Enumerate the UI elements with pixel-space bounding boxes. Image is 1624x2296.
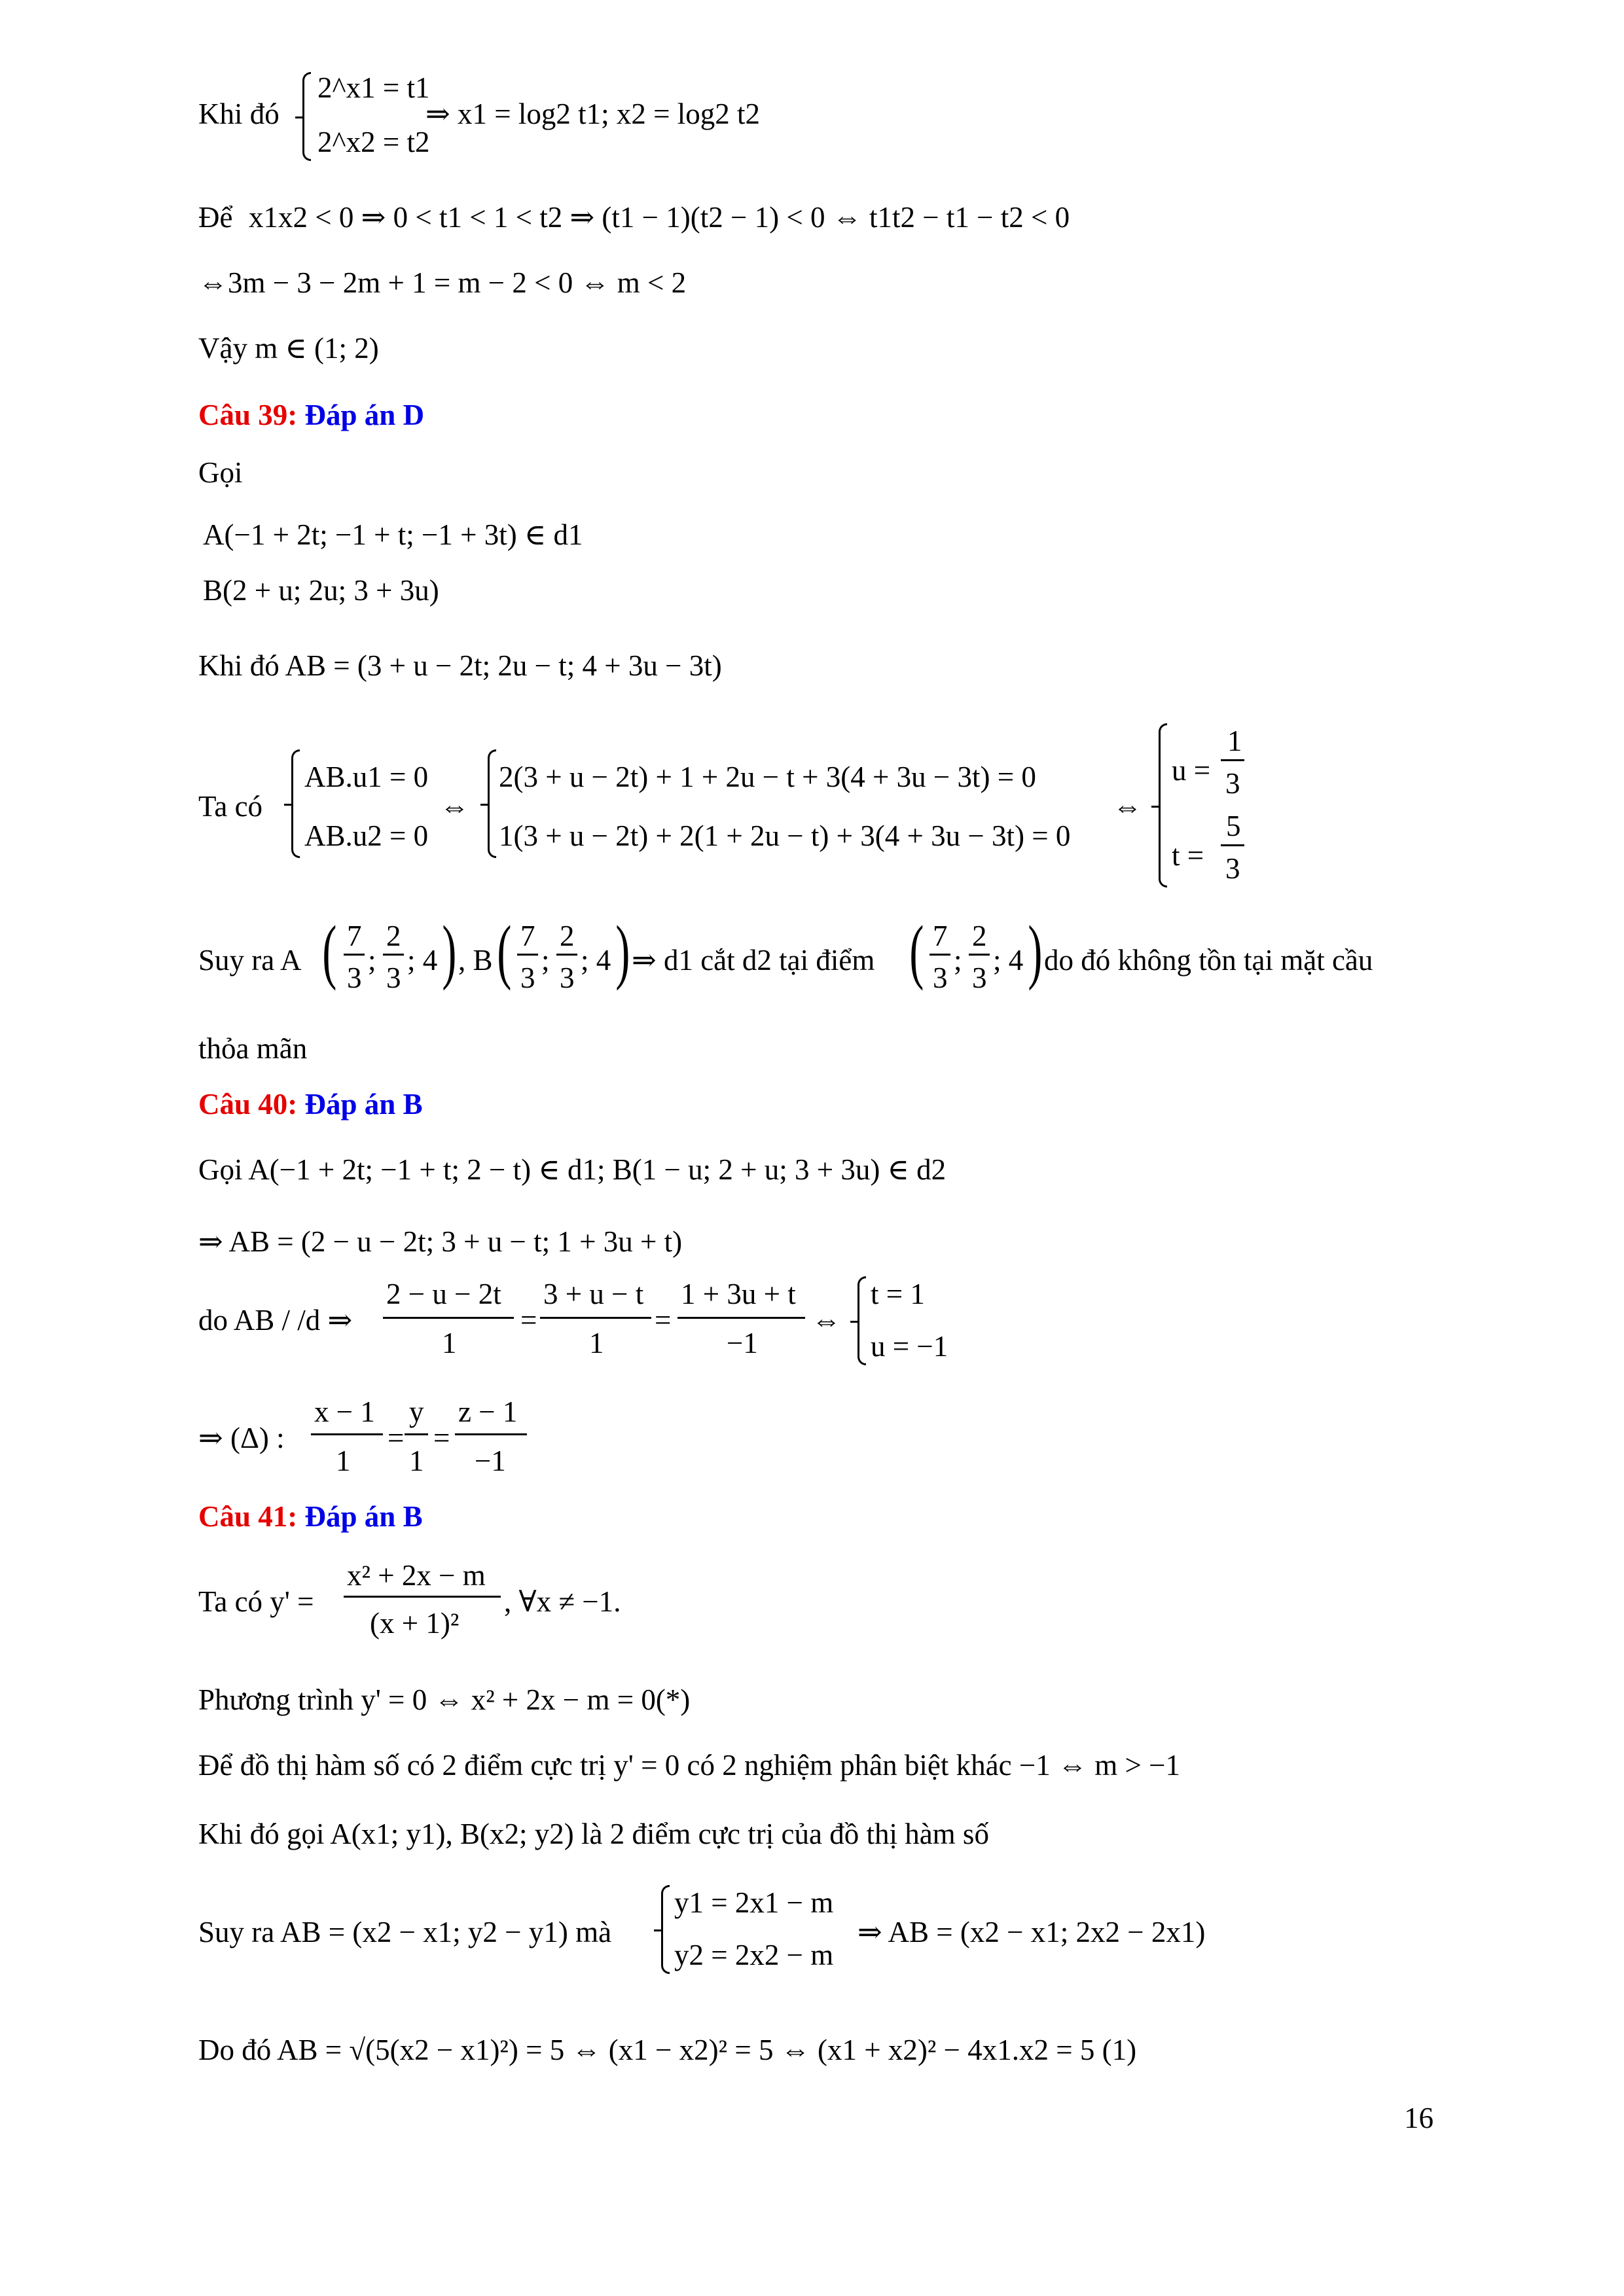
a-frac-den-2: 3 bbox=[386, 961, 401, 994]
q40-equiv: ⇔ bbox=[812, 1304, 841, 1336]
q40-goi-line: Gọi A(−1 + 2t; −1 + t; 2 − t) ∈ d1; B(1 − u; 2 + u; 3 + 3u) ∈ d2 bbox=[198, 1153, 947, 1186]
solution-u-den: 3 bbox=[1225, 767, 1240, 800]
delta-f2-bar bbox=[405, 1433, 428, 1435]
a-frac-num-2: 2 bbox=[386, 920, 401, 952]
q41-system-2: y2 = 2x2 − m bbox=[674, 1939, 834, 1971]
q41-taco: Ta có y' = bbox=[198, 1585, 314, 1618]
point-b: B(2 + u; 2u; 3 + 3u) bbox=[203, 574, 439, 607]
solution-t-num: 5 bbox=[1226, 810, 1241, 842]
conclusion-line: Vậy m ∈ (1; 2) bbox=[198, 332, 379, 365]
delta-f1-bar bbox=[311, 1433, 383, 1435]
delta-f3-den: −1 bbox=[475, 1444, 506, 1477]
paren-open-b: ( bbox=[497, 911, 512, 991]
de-label: Để bbox=[198, 201, 233, 234]
ratio-1-den: 1 bbox=[442, 1327, 457, 1359]
equiv-symbol-2: ⇔ bbox=[1113, 790, 1142, 823]
page-number: 16 bbox=[1404, 2102, 1434, 2134]
delta-f2-den: 1 bbox=[409, 1444, 424, 1477]
equiv-symbol-1: ⇔ bbox=[440, 790, 469, 823]
paren-close-p: ) bbox=[1028, 911, 1043, 991]
do-ab-label: do AB / /d ⇒ bbox=[198, 1304, 353, 1336]
de-expression: x1x2 < 0 ⇒ 0 < t1 < 1 < t2 ⇒ (t1 − 1)(t2 − 1) < 0 ⇔ t1t2 − t1 − t2 < 0 bbox=[249, 201, 1070, 234]
ratio-2-bar bbox=[540, 1317, 651, 1319]
paren-close-b: ) bbox=[615, 911, 630, 991]
equivalence-line: ⇔3m − 3 − 2m + 1 = m − 2 < 0 ⇔ m < 2 bbox=[198, 266, 687, 299]
conclusion-tail: do đó không tồn tại mặt cầu bbox=[1044, 944, 1373, 977]
equation-1: 2(3 + u − 2t) + 1 + 2u − t + 3(4 + 3u − 3t) = 0 bbox=[499, 761, 1036, 793]
q39-title bbox=[198, 401, 424, 430]
ratio-2-den: 1 bbox=[589, 1327, 604, 1359]
b-semi-1: ; bbox=[541, 944, 550, 977]
p-frac-bar-2 bbox=[969, 954, 990, 956]
ab-vector-line: Khi đó AB = (3 + u − 2t; 2u − t; 4 + 3u − 3t) bbox=[198, 649, 722, 682]
condition-line: Để đồ thị hàm số có 2 điểm cực trị y' = 0 có 2 nghiệm phân biệt khác −1 ⇔ m > −1 bbox=[198, 1749, 1180, 1782]
p-semi-1: ; bbox=[954, 944, 962, 977]
q41-number: Câu 41: bbox=[198, 1500, 298, 1533]
solution-t-lhs: t = bbox=[1172, 839, 1204, 872]
left-system-brace bbox=[291, 749, 300, 858]
solution-brace bbox=[1159, 723, 1167, 888]
solution-u-lhs: u = bbox=[1172, 754, 1211, 787]
suy-ra-label: Suy ra A bbox=[198, 944, 302, 977]
delta-f1-den: 1 bbox=[336, 1444, 351, 1477]
q41-system-brace bbox=[661, 1885, 670, 1974]
paren-close-a: ) bbox=[442, 911, 457, 991]
b-frac-num-2: 2 bbox=[560, 920, 575, 952]
a-semi-1: ; bbox=[368, 944, 376, 977]
solution-u-bar bbox=[1221, 759, 1244, 761]
a-frac-num-1: 7 bbox=[347, 920, 362, 952]
ab-result: ⇒ AB = (x2 − x1; 2x2 − 2x1) bbox=[857, 1916, 1206, 1948]
final-line: Do đó AB = √(5(x2 − x1)²) = 5 ⇔ (x1 − x2)² = 5 ⇔ (x1 + x2)² − 4x1.x2 = 5 (1) bbox=[198, 2034, 1137, 2066]
derivative-bar bbox=[344, 1596, 501, 1598]
ratio-2-num: 3 + u − t bbox=[543, 1278, 644, 1310]
eq-2: = bbox=[655, 1304, 672, 1336]
derivative-cond: , ∀x ≠ −1. bbox=[504, 1585, 621, 1618]
point-a: A(−1 + 2t; −1 + t; −1 + 3t) ∈ d1 bbox=[203, 518, 583, 551]
ratio-1-bar bbox=[383, 1317, 514, 1319]
a-frac-den-1: 3 bbox=[347, 961, 362, 994]
ratio-1-num: 2 − u − 2t bbox=[386, 1278, 501, 1310]
q40-solution-u: u = −1 bbox=[871, 1330, 948, 1363]
delta-f2-num: y bbox=[409, 1395, 424, 1428]
suy-ra-ab: Suy ra AB = (x2 − x1; y2 − y1) mà bbox=[198, 1916, 612, 1948]
b-frac-den-2: 3 bbox=[560, 961, 575, 994]
ratio-3-bar bbox=[677, 1317, 805, 1319]
q39-number: Câu 39: bbox=[198, 399, 298, 431]
dot-product-2: AB.u2 = 0 bbox=[304, 819, 429, 852]
ratio-3-den: −1 bbox=[727, 1327, 758, 1359]
q39-answer: Đáp án D bbox=[304, 399, 425, 431]
khi-do-label: Khi đó bbox=[198, 98, 280, 130]
thoa-man: thỏa mãn bbox=[198, 1032, 308, 1065]
q40-answer: Đáp án B bbox=[304, 1088, 423, 1121]
system-row-1: 2^x1 = t1 bbox=[317, 71, 430, 104]
b-frac-bar-2 bbox=[556, 954, 577, 956]
equation-line: Phương trình y' = 0 ⇔ x² + 2x − m = 0(*) bbox=[198, 1683, 691, 1716]
ratio-3-num: 1 + 3u + t bbox=[681, 1278, 796, 1310]
solution-t-den: 3 bbox=[1225, 852, 1240, 885]
eq-1: = bbox=[520, 1304, 537, 1336]
equation-2: 1(3 + u − 2t) + 2(1 + 2u − t) + 3(4 + 3u − 3t) = 0 bbox=[499, 819, 1071, 852]
q41-title bbox=[198, 1502, 423, 1532]
q40-ab-line: ⇒ AB = (2 − u − 2t; 3 + u − t; 1 + 3u + t) bbox=[198, 1225, 683, 1258]
p-four: ; 4 bbox=[993, 944, 1024, 977]
q40-solution-t: t = 1 bbox=[871, 1278, 925, 1310]
delta-f1-num: x − 1 bbox=[314, 1395, 375, 1428]
p-frac-num-1: 7 bbox=[933, 920, 948, 952]
goi-label: Gọi bbox=[198, 456, 243, 489]
solution-u-num: 1 bbox=[1227, 725, 1242, 757]
delta-eq-2: = bbox=[433, 1422, 450, 1454]
system-brace bbox=[302, 72, 311, 161]
delta-f3-num: z − 1 bbox=[458, 1395, 518, 1428]
paren-open-a: ( bbox=[322, 911, 337, 991]
b-four: ; 4 bbox=[581, 944, 611, 977]
p-frac-den-1: 3 bbox=[933, 961, 948, 994]
p-frac-den-2: 3 bbox=[972, 961, 987, 994]
comma-b: , B bbox=[458, 944, 493, 977]
delta-f3-bar bbox=[455, 1433, 527, 1435]
derivative-num: x² + 2x − m bbox=[347, 1559, 486, 1592]
q40-title bbox=[198, 1090, 423, 1119]
p-frac-num-2: 2 bbox=[972, 920, 987, 952]
b-frac-bar-1 bbox=[517, 954, 538, 956]
delta-eq-1: = bbox=[388, 1422, 405, 1454]
solution-t-bar bbox=[1221, 844, 1244, 846]
paren-open-p: ( bbox=[909, 911, 924, 991]
system-row-2: 2^x2 = t2 bbox=[317, 126, 430, 158]
q41-answer: Đáp án B bbox=[304, 1500, 423, 1533]
derivative-den: (x + 1)² bbox=[370, 1607, 460, 1640]
b-frac-num-1: 7 bbox=[520, 920, 535, 952]
q40-solution-brace bbox=[857, 1276, 866, 1365]
b-frac-den-1: 3 bbox=[520, 961, 535, 994]
delta-lhs: ⇒ (Δ) : bbox=[198, 1422, 285, 1454]
intersect-text: ⇒ d1 cắt d2 tại điểm bbox=[632, 944, 875, 977]
a-frac-bar-1 bbox=[344, 954, 365, 956]
q41-system-1: y1 = 2x1 − m bbox=[674, 1886, 834, 1919]
ta-co-label: Ta có bbox=[198, 790, 263, 823]
p-frac-bar-1 bbox=[929, 954, 950, 956]
extrema-line: Khi đó gọi A(x1; y1), B(x2; y2) là 2 điểm cực trị của đồ thị hàm số bbox=[198, 1818, 989, 1850]
a-frac-bar-2 bbox=[383, 954, 404, 956]
a-four: ; 4 bbox=[407, 944, 438, 977]
q40-number: Câu 40: bbox=[198, 1088, 298, 1121]
log-result: ⇒ x1 = log2 t1; x2 = log2 t2 bbox=[425, 98, 760, 130]
dot-product-1: AB.u1 = 0 bbox=[304, 761, 429, 793]
mid-system-brace bbox=[488, 749, 496, 858]
